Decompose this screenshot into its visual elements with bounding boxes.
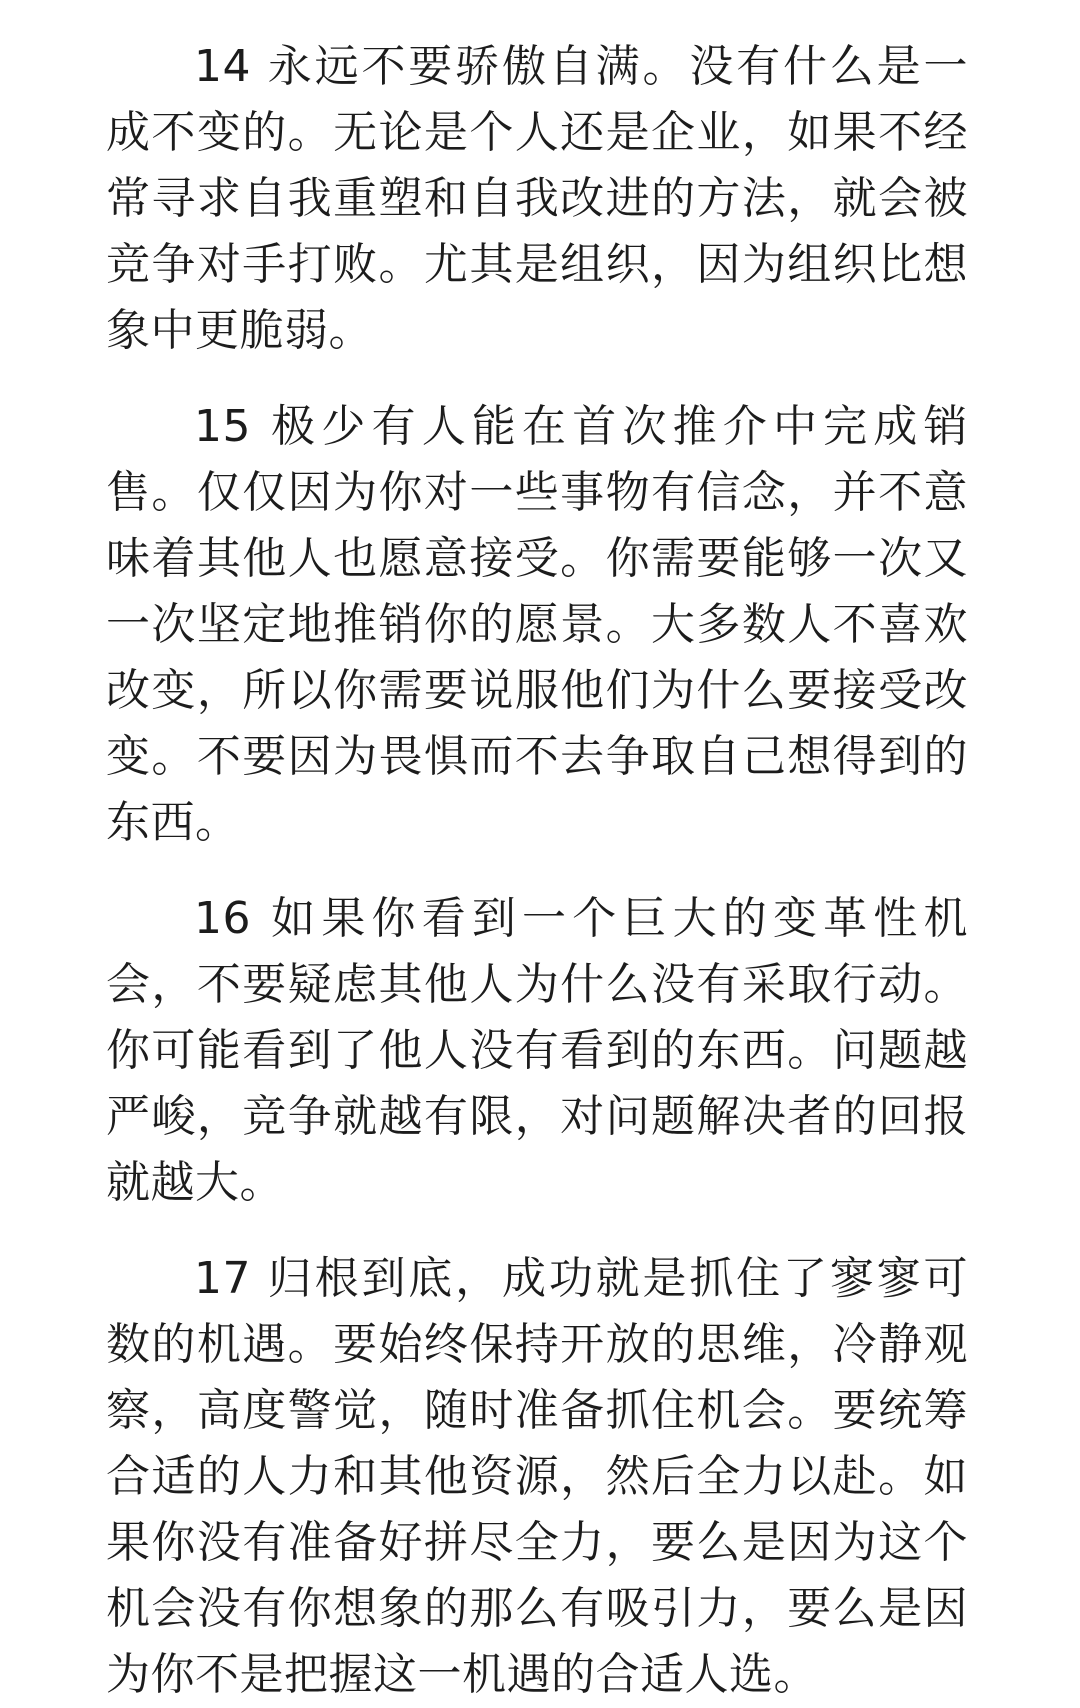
paragraph-16: 16 如果你看到一个巨大的变革性机会，不要疑虑其他人为什么没有采取行动。你可能看到了他人没有看到的东西。问题越严峻，竞争就越有限，对问题解决者的回报就越大。 [106, 893, 968, 1208]
paragraph-15: 15 极少有人能在首次推介中完成销售。仅仅因为你对一些事物有信念，并不意味着其他人也愿意接受。你需要能够一次又一次坚定地推销你的愿景。大多数人不喜欢改变，所以你需要说服他们为什么要接受改变。不要因为畏惧而不去争取自己想得到的东西。 [106, 401, 968, 848]
paragraph-17: 17 归根到底，成功就是抓住了寥寥可数的机遇。要始终保持开放的思维，冷静观察，高度警觉，随时准备抓住机会。要统筹合适的人力和其他资源，然后全力以赴。如果你没有准备好拼尽全力，要么是因为这个机会没有你想象的那么有吸引力，要么是因为你不是把握这一机遇的合适人选。 [106, 1253, 968, 1700]
paragraph-14: 14 永远不要骄傲自满。没有什么是一成不变的。无论是个人还是企业，如果不经常寻求自我重塑和自我改进的方法，就会被竞争对手打败。尤其是组织，因为组织比想象中更脆弱。 [106, 41, 968, 356]
